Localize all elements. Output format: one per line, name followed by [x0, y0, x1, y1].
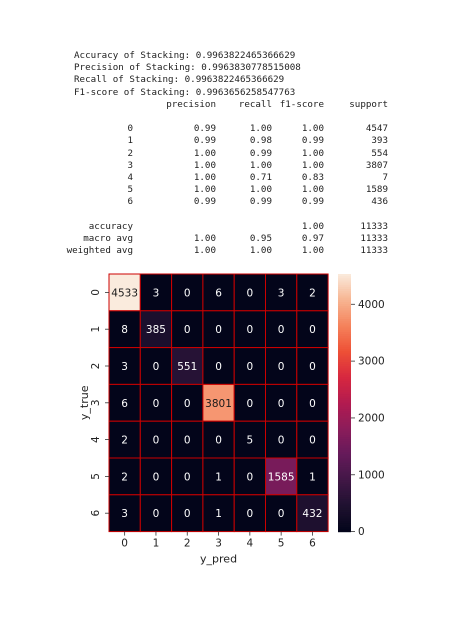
- cell-value-label: 0: [152, 471, 160, 484]
- x-tick-label: 1: [152, 537, 160, 550]
- report-precision: 0.99: [193, 196, 216, 208]
- cell-value-label: 1585: [267, 471, 295, 484]
- report-f1: 1.00: [301, 245, 324, 256]
- cell-value-label: 0: [152, 361, 160, 373]
- cell-value-label: 0: [309, 434, 316, 447]
- report-row-label: 2: [127, 147, 133, 159]
- cell-value-label: 1: [309, 471, 316, 484]
- report-support: 436: [371, 196, 388, 208]
- report-f1: 0.83: [301, 171, 324, 183]
- cell-value-label: 8: [121, 324, 128, 337]
- report-support: 11333: [360, 220, 388, 232]
- cell-value-label: 0: [215, 324, 222, 337]
- report-header-f1-score: f1-score: [279, 98, 324, 110]
- cell-value-label: 0: [215, 434, 222, 447]
- report-recall: 1.00: [249, 159, 272, 171]
- report-precision: 0.99: [193, 135, 216, 147]
- cell-value-label: 0: [183, 471, 191, 484]
- report-f1: 1.00: [301, 147, 324, 159]
- report-header-precision: precision: [166, 98, 216, 110]
- cell-value-label: 0: [246, 361, 254, 373]
- report-precision: 1.00: [193, 171, 216, 183]
- cell-value-label: 0: [277, 508, 285, 521]
- cell-value-label: 0: [277, 324, 285, 337]
- x-axis-label: y_pred: [200, 552, 238, 566]
- cell-value-label: 2: [121, 434, 128, 447]
- cell-value-label: 0: [152, 397, 160, 410]
- report-support: 1589: [365, 184, 388, 196]
- y-tick-label: 4: [90, 436, 102, 443]
- cell-value-label: 4533: [111, 287, 139, 300]
- report-f1: 0.97: [301, 232, 324, 244]
- cell-value-label: 3: [277, 287, 285, 300]
- metric-line: Accuracy of Stacking: 0.9963822465366629: [74, 50, 296, 61]
- report-recall: 0.98: [249, 135, 272, 147]
- report-recall: 1.00: [249, 245, 272, 256]
- report-precision: 1.00: [193, 245, 216, 256]
- report-row-label: weighted avg: [66, 245, 133, 256]
- report-support: 393: [371, 135, 388, 147]
- metric-line: F1-score of Stacking: 0.9963656258547763: [74, 86, 296, 98]
- y-tick-label: 3: [90, 399, 102, 407]
- report-support: 554: [371, 147, 388, 159]
- report-row-label: 1: [127, 135, 133, 147]
- y-tick-label: 6: [90, 509, 102, 517]
- cell-value-label: 5: [246, 434, 254, 447]
- colorbar-tick-label: 1000: [358, 469, 385, 482]
- x-tick-label: 4: [246, 537, 254, 550]
- report-support: 11333: [360, 232, 388, 244]
- cell-value-label: 1: [215, 471, 222, 484]
- x-tick-label: 2: [183, 537, 191, 550]
- y-tick-label: 5: [90, 473, 102, 480]
- x-tick-label: 0: [121, 537, 128, 550]
- report-row-label: 4: [127, 171, 133, 183]
- cell-value-label: 0: [309, 397, 316, 410]
- report-precision: 1.00: [193, 147, 216, 159]
- metric-line: Recall of Stacking: 0.9963822465366629: [74, 74, 285, 86]
- cell-value-label: 0: [246, 324, 254, 337]
- cell-value-label: 3: [121, 508, 128, 521]
- report-row-label: 5: [127, 184, 133, 196]
- cell-value-label: 0: [183, 324, 191, 337]
- colorbar-tick-label: 3000: [358, 355, 385, 368]
- report-precision: 1.00: [193, 159, 216, 171]
- cell-value-label: 0: [183, 287, 191, 300]
- report-header-recall: recall: [238, 98, 272, 110]
- report-support: 11333: [360, 245, 388, 256]
- report-f1: 1.00: [301, 220, 324, 232]
- report-support: 3807: [365, 159, 388, 171]
- cell-value-label: 0: [215, 361, 222, 373]
- cell-value-label: 0: [309, 361, 316, 373]
- report-recall: 0.99: [249, 147, 272, 159]
- cell-value-label: 3801: [205, 397, 232, 410]
- colorbar-segment: [338, 529, 351, 532]
- cell-value-label: 0: [152, 434, 160, 447]
- report-recall: 0.95: [249, 232, 272, 244]
- report-recall: 0.71: [249, 171, 272, 183]
- y-tick-label: 2: [90, 362, 102, 370]
- report-precision: 1.00: [193, 232, 216, 244]
- report-f1: 0.99: [301, 196, 324, 208]
- cell-value-label: 0: [277, 434, 285, 447]
- report-precision: 1.00: [193, 184, 216, 196]
- report-recall: 1.00: [249, 184, 272, 196]
- cell-value-label: 0: [183, 397, 191, 410]
- report-f1: 0.99: [301, 135, 324, 147]
- report-row-label: macro avg: [83, 232, 133, 244]
- y-tick-label: 1: [90, 325, 102, 333]
- report-support: 7: [382, 171, 388, 183]
- cell-value-label: 432: [302, 508, 323, 521]
- report-f1: 1.00: [301, 184, 324, 196]
- report-recall: 0.99: [249, 196, 272, 208]
- cell-value-label: 0: [246, 508, 254, 521]
- cell-value-label: 0: [246, 287, 254, 300]
- cell-value-label: 0: [152, 508, 160, 521]
- report-row-label: accuracy: [88, 220, 133, 232]
- x-tick-label: 6: [309, 537, 316, 550]
- x-tick-label: 3: [215, 537, 222, 550]
- cell-value-label: 0: [183, 434, 191, 447]
- report-f1: 1.00: [301, 159, 324, 171]
- cell-value-label: 0: [277, 397, 285, 410]
- cell-value-label: 2: [309, 287, 316, 300]
- cell-value-label: 0: [277, 361, 285, 373]
- cell-value-label: 1: [215, 508, 222, 521]
- cell-value-label: 0: [246, 471, 254, 484]
- cell-value-label: 3: [152, 287, 160, 300]
- cell-value-label: 0: [246, 397, 254, 410]
- report-row-label: 0: [127, 123, 133, 135]
- report-recall: 1.00: [249, 123, 272, 135]
- metric-line: Precision of Stacking: 0.9963830778515008: [74, 62, 301, 74]
- cell-value-label: 0: [309, 324, 316, 337]
- report-row-label: 6: [127, 196, 133, 208]
- report-precision: 0.99: [193, 123, 216, 135]
- colorbar-tick-label: 0: [358, 526, 365, 539]
- cell-value-label: 2: [121, 471, 128, 484]
- y-tick-label: 0: [90, 289, 102, 296]
- colorbar-tick-label: 2000: [358, 412, 385, 425]
- report-header-support: support: [349, 98, 388, 110]
- cell-value-label: 3: [121, 361, 128, 373]
- cell-value-label: 6: [215, 287, 222, 300]
- cell-value-label: 0: [183, 508, 191, 521]
- cell-value-label: 385: [145, 324, 166, 337]
- cell-value-label: 551: [177, 361, 198, 373]
- report-row-label: 3: [127, 159, 133, 171]
- report-f1: 1.00: [301, 123, 324, 135]
- cell-value-label: 6: [121, 397, 128, 410]
- y-axis-label: y_true: [78, 385, 91, 421]
- x-tick-label: 5: [277, 537, 285, 550]
- colorbar-tick-label: 4000: [358, 298, 385, 311]
- report-support: 4547: [365, 123, 388, 135]
